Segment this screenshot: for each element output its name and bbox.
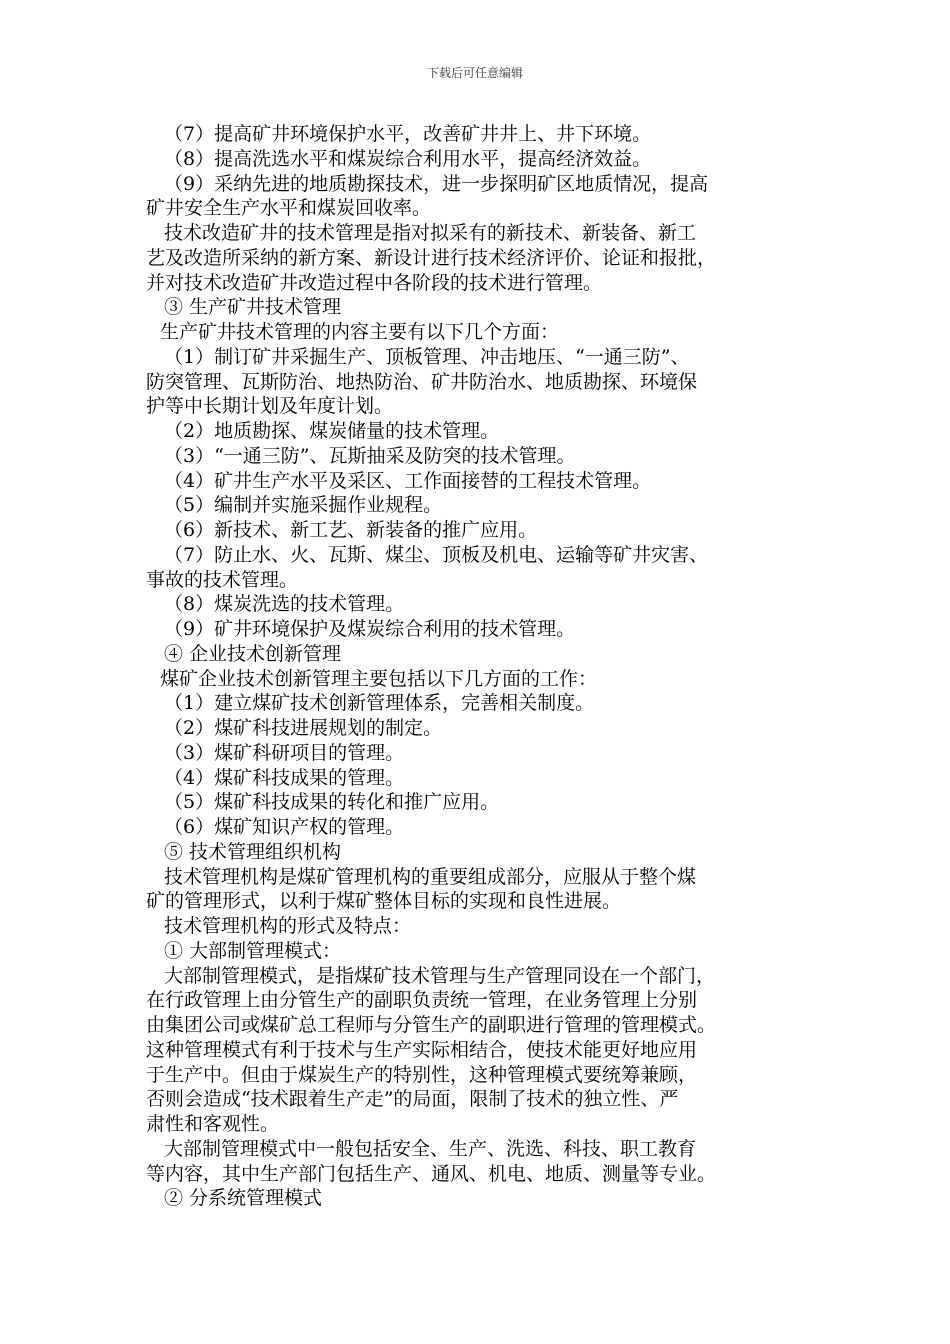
page-header: 下载后可任意编辑	[426, 66, 523, 80]
text-line: （6）煤矿知识产权的管理。	[164, 816, 405, 838]
text-line: 技术管理机构是煤矿管理机构的重要组成部分，应服从于整个煤	[164, 865, 697, 888]
text-line: ② 分系统管理模式	[164, 1187, 323, 1210]
text-line: （7）提高矿井环境保护水平，改善矿井井上、井下环境。	[164, 123, 652, 145]
text-line: 煤矿企业技术创新管理主要包括以下几方面的工作：	[160, 667, 598, 690]
text-line: （3）煤矿科研项目的管理。	[164, 741, 405, 764]
text-line: ④ 企业技术创新管理	[164, 642, 342, 665]
text-line: （3）“一通三防”、瓦斯抽采及防突的技术管理。	[164, 444, 576, 467]
text-line: ③ 生产矿井技术管理	[164, 296, 342, 319]
text-line: 等内容，其中生产部门包括生产、通风、机电、地质、测量等专业。	[146, 1162, 717, 1185]
text-line: （6）新技术、新工艺、新装备的推广应用。	[164, 519, 538, 541]
text-line: 防突管理、瓦斯防治、地热防治、矿井防治水、地质勘探、环境保	[146, 370, 698, 393]
text-line: 技术管理机构的形式及特点：	[164, 915, 412, 937]
text-line: （4）矿井生产水平及采区、工作面接替的工程技术管理。	[164, 469, 652, 492]
text-line: （8）提高洗选水平和煤炭综合利用水平，提高经济效益。	[164, 147, 652, 170]
text-line: （4）煤矿科技成果的管理。	[164, 766, 405, 789]
text-line: 大部制管理模式，是指煤矿技术管理与生产管理同设在一个部门，	[164, 964, 716, 987]
text-line: （9）采纳先进的地质勘探技术，进一步探明矿区地质情况，提高	[164, 172, 709, 195]
text-line: （9）矿井环境保护及煤炭综合利用的技术管理。	[164, 618, 576, 640]
text-line: 肃性和客观性。	[146, 1113, 280, 1135]
text-line: 否则会造成“技术跟着生产走”的局面，限制了技术的独立性、严	[146, 1088, 679, 1111]
text-line: 事故的技术管理。	[146, 568, 299, 591]
text-line: （5）编制并实施采掘作业规程。	[164, 494, 443, 517]
text-line: 于生产中。但由于煤炭生产的特别性，这种管理模式要统筹兼顾，	[146, 1063, 698, 1086]
text-line: （7）防止水、火、瓦斯、煤尘、顶板及机电、运输等矿井灾害、	[164, 543, 709, 566]
text-line: 护等中长期计划及年度计划。	[146, 395, 394, 418]
text-line: （2）地质勘探、煤炭储量的技术管理。	[164, 420, 500, 442]
document-body	[146, 122, 826, 1211]
text-line: （5）煤矿科技成果的转化和推广应用。	[164, 791, 500, 814]
text-line: （1）制订矿井采掘生产、顶板管理、冲击地压、“一通三防”、	[164, 345, 690, 368]
text-line: 这种管理模式有利于技术与生产实际相结合，使技术能更好地应用	[146, 1038, 698, 1061]
text-line: 生产矿井技术管理的内容主要有以下几个方面：	[160, 321, 560, 343]
text-line: 并对技术改造矿井改造过程中各阶段的技术进行管理。	[146, 271, 603, 294]
text-line: 矿的管理形式，以利于煤矿整体目标的实现和良性进展。	[146, 890, 622, 913]
text-line: （8）煤炭洗选的技术管理。	[164, 593, 405, 616]
text-line: 大部制管理模式中一般包括安全、生产、洗选、科技、职工教育	[164, 1137, 697, 1160]
text-line: （1）建立煤矿技术创新管理体系，完善相关制度。	[164, 692, 595, 715]
text-line: 由集团公司或煤矿总工程师与分管生产的副职进行管理的管理模式。	[146, 1014, 717, 1036]
text-line: 技术改造矿井的技术管理是指对拟采有的新技术、新装备、新工	[164, 222, 697, 244]
text-line: ① 大部制管理模式：	[164, 939, 342, 962]
text-line: 艺及改造所采纳的新方案、新设计进行技术经济评价、论证和报批，	[146, 246, 717, 269]
text-line: ⑤ 技术管理组织机构	[164, 840, 342, 863]
text-line: （2）煤矿科技进展规划的制定。	[164, 717, 443, 739]
text-line: 在行政管理上由分管生产的副职负责统一管理，在业务管理上分别	[146, 989, 698, 1012]
text-line: 矿井安全生产水平和煤炭回收率。	[146, 197, 432, 220]
